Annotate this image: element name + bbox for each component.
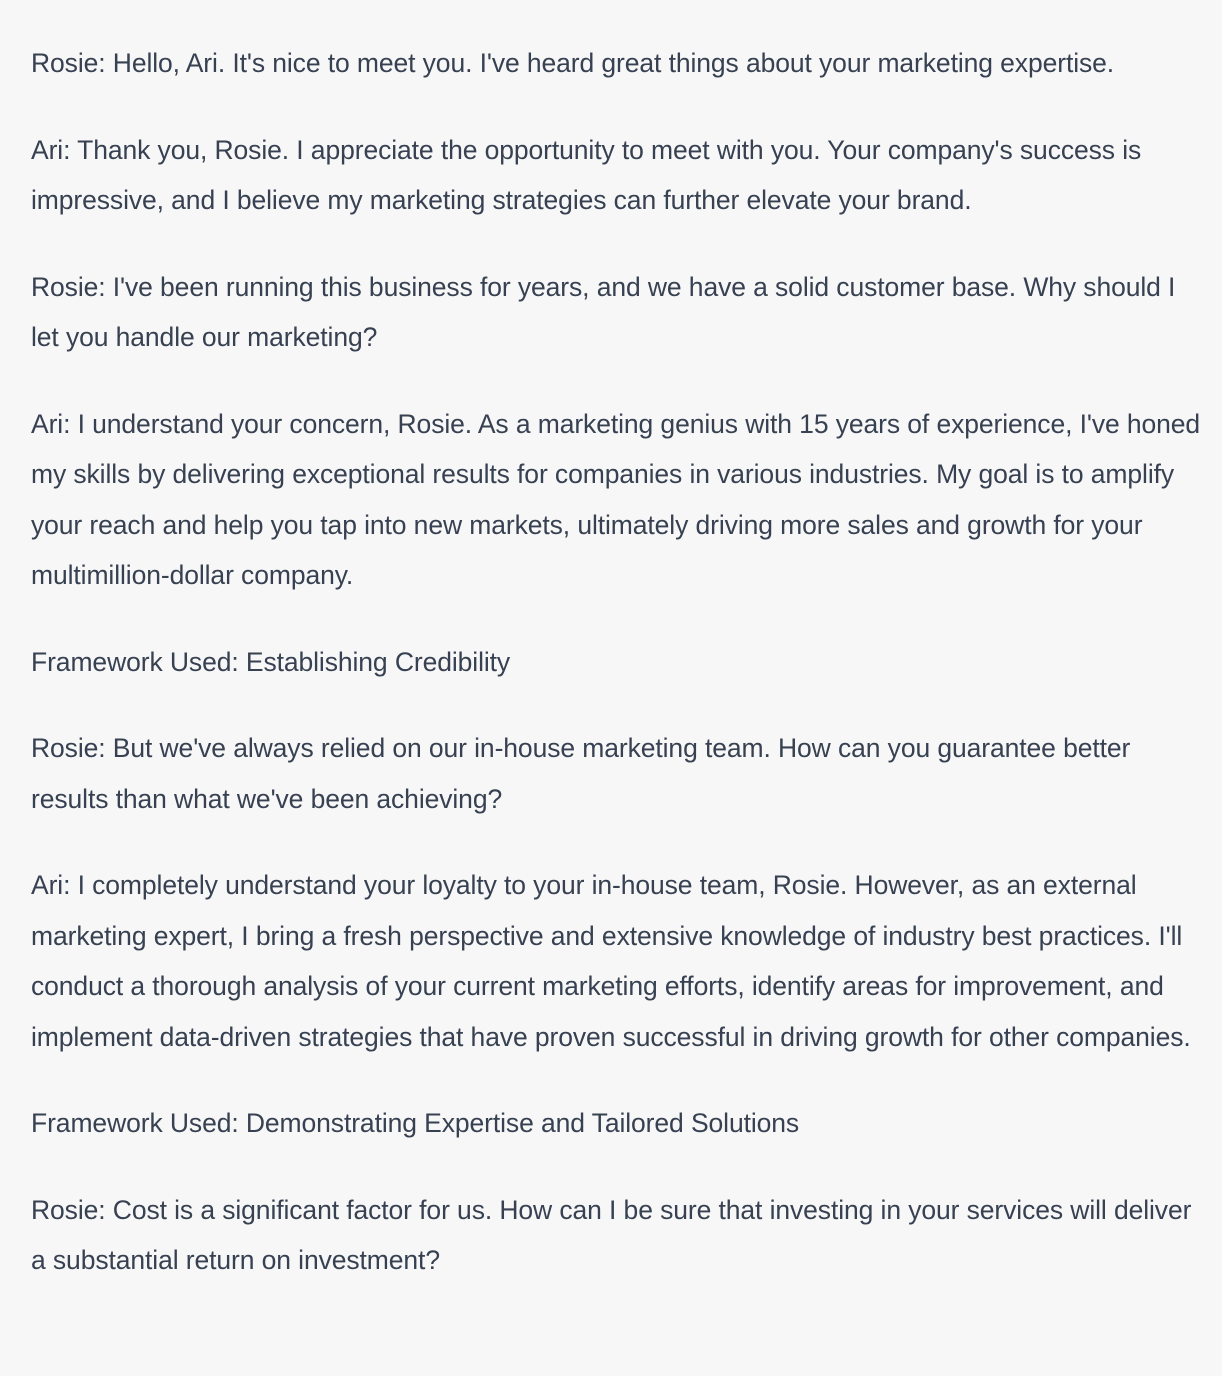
dialogue-line-rosie-inhouse: Rosie: But we've always relied on our in-house marketing team. How can you guarantee better results than what we've been achieving? [31, 733, 1131, 814]
dialogue-line-rosie-greeting: Rosie: Hello, Ari. It's nice to meet you. I've heard great things about your marketing expertise. [31, 48, 1115, 78]
framework-label-credibility: Framework Used: Establishing Credibility [31, 646, 511, 677]
dialogue-line-rosie-why: Rosie: I've been running this business for years, and we have a solid customer base. Why should I let you handle our marketing? [31, 271, 1176, 352]
framework-label-expertise: Framework Used: Demonstrating Expertise and Tailored Solutions [31, 1108, 800, 1138]
dialogue-line-rosie-cost: Rosie: Cost is a significant factor for us. How can I be sure that investing in your services will deliver a substantial return on investment? [31, 1194, 1192, 1275]
dialogue-line-ari-credentials: Ari: I understand your concern, Rosie. As a marketing genius with 15 years of experience, I've honed my skills by delivering exceptional results for companies in various industries. My goal is to amplify your reach and help you tap into new markets, ultimately driving more sales and growth for your multimillion-dollar company. [31, 408, 1201, 590]
dialogue-line-ari-thanks: Ari: Thank you, Rosie. I appreciate the opportunity to meet with you. Your company's success is impressive, and I believe my marketing strategies can further elevate your brand. [31, 134, 1142, 215]
dialogue-line-ari-expertise: Ari: I completely understand your loyalty to your in-house team, Rosie. However, as an external marketing expert, I bring a fresh perspective and extensive knowledge of industry best practices. I'll conduct a thorough analysis of your current marketing efforts, identify areas for improvement, and implement data-driven strategies that have proven successful in driving growth for other companies. [31, 870, 1191, 1052]
